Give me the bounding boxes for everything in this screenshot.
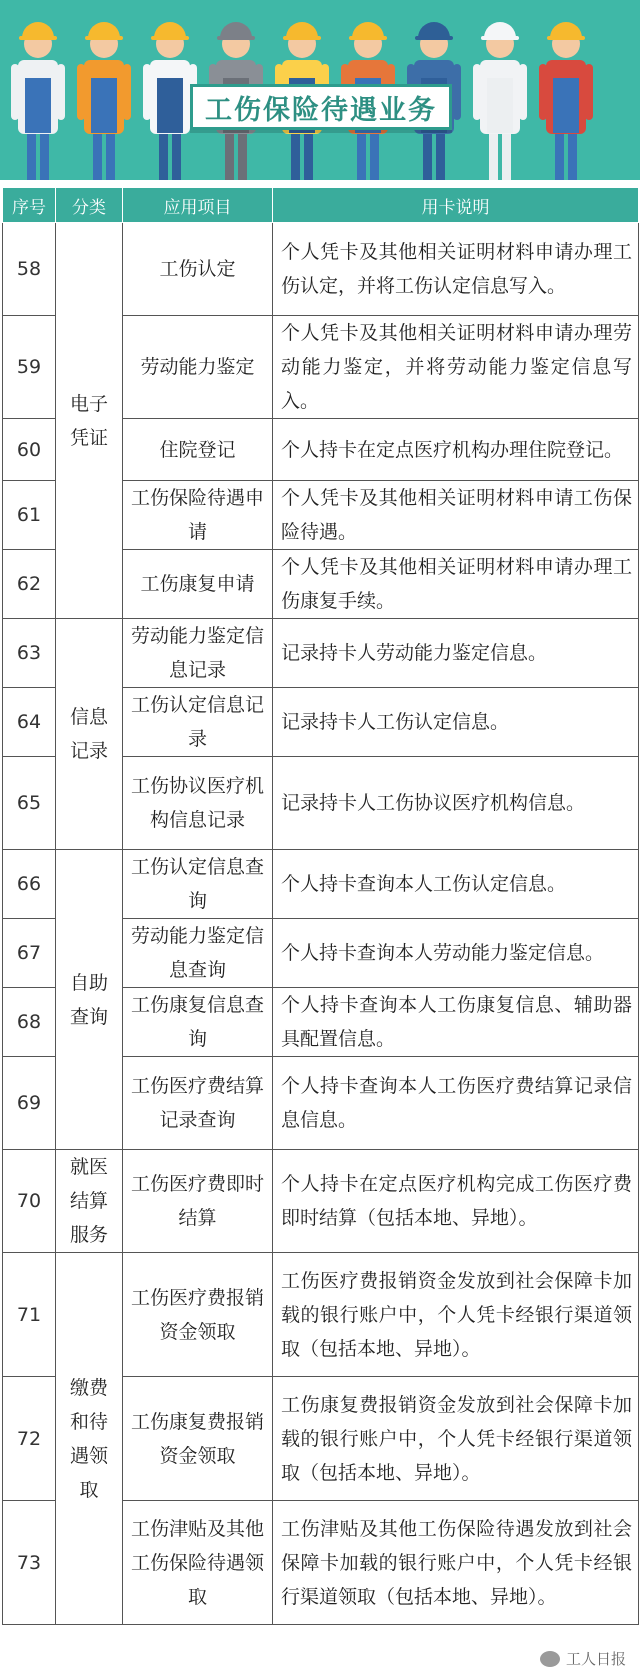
wechat-icon bbox=[540, 1651, 560, 1667]
row-category bbox=[56, 1150, 123, 1253]
row-description: 个人凭卡及其他相关证明材料申请工伤保险待遇。 bbox=[273, 481, 639, 550]
row-category bbox=[56, 223, 123, 619]
category-label: 电子凭证 bbox=[69, 392, 108, 449]
table-header-row bbox=[3, 188, 639, 223]
row-number: 72 bbox=[3, 1377, 56, 1501]
row-item: 工伤医疗费报销资金领取 bbox=[123, 1253, 273, 1377]
row-description: 个人持卡在定点医疗机构完成工伤医疗费即时结算（包括本地、异地）。 bbox=[273, 1150, 639, 1253]
row-item: 工伤认定信息查询 bbox=[123, 850, 273, 919]
row-item: 工伤康复费报销资金领取 bbox=[123, 1377, 273, 1501]
row-item: 工伤协议医疗机构信息记录 bbox=[123, 757, 273, 850]
row-item: 工伤康复申请 bbox=[123, 550, 273, 619]
row-item: 工伤津贴及其他工伤保险待遇领取 bbox=[123, 1501, 273, 1625]
header-banner bbox=[0, 0, 640, 180]
row-description: 个人凭卡及其他相关证明材料申请办理劳动能力鉴定，并将劳动能力鉴定信息写入。 bbox=[273, 316, 639, 419]
row-category bbox=[56, 850, 123, 1150]
row-item: 劳动能力鉴定信息查询 bbox=[123, 919, 273, 988]
row-number: 64 bbox=[3, 688, 56, 757]
row-description: 个人持卡查询本人工伤认定信息。 bbox=[273, 850, 639, 919]
row-number: 73 bbox=[3, 1501, 56, 1625]
row-item: 工伤康复信息查询 bbox=[123, 988, 273, 1057]
service-table bbox=[2, 187, 639, 1625]
table-row bbox=[3, 619, 639, 688]
banner-title-box bbox=[190, 84, 452, 130]
row-item: 住院登记 bbox=[123, 419, 273, 481]
header-no: 序号 bbox=[3, 188, 56, 223]
row-description: 工伤康复费报销资金发放到社会保障卡加载的银行账户中，个人凭卡经银行渠道领取（包括本地、异地）。 bbox=[273, 1377, 639, 1501]
row-description: 记录持卡人工伤认定信息。 bbox=[273, 688, 639, 757]
source-footer bbox=[540, 1648, 626, 1669]
row-number: 59 bbox=[3, 316, 56, 419]
row-item: 工伤医疗费结算记录查询 bbox=[123, 1057, 273, 1150]
header-category: 分类 bbox=[56, 188, 123, 223]
row-description: 个人凭卡及其他相关证明材料申请办理工伤康复手续。 bbox=[273, 550, 639, 619]
row-description: 个人持卡在定点医疗机构办理住院登记。 bbox=[273, 419, 639, 481]
row-item: 工伤认定 bbox=[123, 223, 273, 316]
header-description: 用卡说明 bbox=[273, 188, 639, 223]
row-description: 个人持卡查询本人劳动能力鉴定信息。 bbox=[273, 919, 639, 988]
row-description: 工伤津贴及其他工伤保险待遇发放到社会保障卡加载的银行账户中，个人凭卡经银行渠道领取（包括本地、异地）。 bbox=[273, 1501, 639, 1625]
row-description: 记录持卡人劳动能力鉴定信息。 bbox=[273, 619, 639, 688]
source-label: 工人日报 bbox=[565, 1650, 626, 1668]
table-row bbox=[3, 1253, 639, 1377]
row-number: 62 bbox=[3, 550, 56, 619]
table-row bbox=[3, 1150, 639, 1253]
row-category bbox=[56, 619, 123, 850]
row-category bbox=[56, 1253, 123, 1625]
row-item: 劳动能力鉴定 bbox=[123, 316, 273, 419]
table-row bbox=[3, 850, 639, 919]
row-item: 工伤保险待遇申请 bbox=[123, 481, 273, 550]
row-number: 68 bbox=[3, 988, 56, 1057]
row-number: 61 bbox=[3, 481, 56, 550]
category-label: 就医结算服务 bbox=[69, 1156, 108, 1246]
row-item: 劳动能力鉴定信息记录 bbox=[123, 619, 273, 688]
header-item: 应用项目 bbox=[123, 188, 273, 223]
row-number: 58 bbox=[3, 223, 56, 316]
category-label: 自助查询 bbox=[69, 971, 108, 1028]
row-description: 个人凭卡及其他相关证明材料申请办理工伤认定，并将工伤认定信息写入。 bbox=[273, 223, 639, 316]
row-number: 66 bbox=[3, 850, 56, 919]
category-label: 信息记录 bbox=[69, 706, 108, 762]
banner-title: 工伤保险待遇业务 bbox=[205, 94, 437, 126]
row-description: 工伤医疗费报销资金发放到社会保障卡加载的银行账户中，个人凭卡经银行渠道领取（包括本地、异地）。 bbox=[273, 1253, 639, 1377]
row-number: 60 bbox=[3, 419, 56, 481]
row-description: 个人持卡查询本人工伤医疗费结算记录信息信息。 bbox=[273, 1057, 639, 1150]
row-number: 65 bbox=[3, 757, 56, 850]
row-number: 67 bbox=[3, 919, 56, 988]
row-number: 71 bbox=[3, 1253, 56, 1377]
row-number: 63 bbox=[3, 619, 56, 688]
row-description: 记录持卡人工伤协议医疗机构信息。 bbox=[273, 757, 639, 850]
row-item: 工伤医疗费即时结算 bbox=[123, 1150, 273, 1253]
row-number: 69 bbox=[3, 1057, 56, 1150]
table-row bbox=[3, 223, 639, 316]
row-item: 工伤认定信息记录 bbox=[123, 688, 273, 757]
row-description: 个人持卡查询本人工伤康复信息、辅助器具配置信息。 bbox=[273, 988, 639, 1057]
row-number: 70 bbox=[3, 1150, 56, 1253]
category-label: 缴费和待遇领取 bbox=[69, 1376, 108, 1501]
